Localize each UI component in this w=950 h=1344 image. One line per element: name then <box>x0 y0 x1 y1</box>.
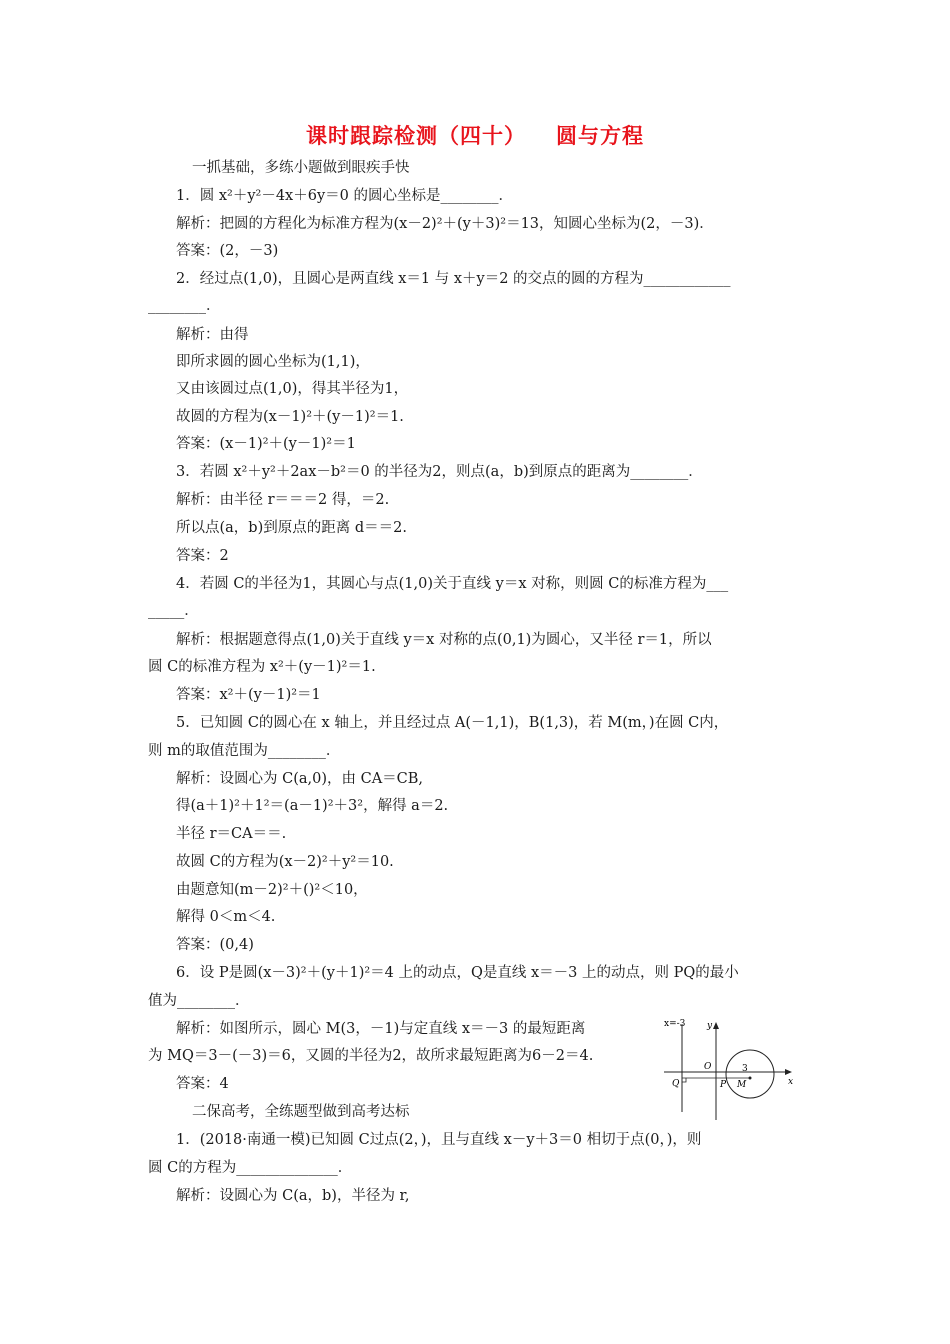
q1-answer: 答案：(2，－3) <box>176 243 279 259</box>
q1-analysis: 解析：把圆的方程化为标准方程为(x－2)²＋(y＋3)²＝13，知圆心坐标为(2，－3)． <box>176 216 714 232</box>
q5-analysis-6: 解得 0＜m＜4. <box>176 909 276 925</box>
label-p: P <box>720 1080 727 1090</box>
q5-question-cont: 则 m的取值范围为________． <box>148 743 341 759</box>
label-x: x <box>788 1077 794 1087</box>
q3-answer: 答案：2 <box>176 548 229 564</box>
q2-analysis-3: 又由该圆过点(1,0)，得其半径为1， <box>176 381 409 397</box>
title-sub: 圆与方程 <box>556 124 644 148</box>
q5-answer: 答案：(0,4) <box>176 937 254 953</box>
y-axis-arrow <box>713 1022 719 1029</box>
section-heading-basic: 一抓基础，多练小题做到眼疾手快 <box>192 160 410 176</box>
q6-answer: 答案：4 <box>176 1076 229 1092</box>
q5-question: 5．已知圆 C的圆心在 x 轴上，并且经过点 A(－1,1)，B(1,3)，若 M(m，)在圆 C内， <box>176 715 729 731</box>
q6-analysis-cont: 为 MQ＝3－(－3)＝6，又圆的半径为2，故所求最短距离为6－2＝4. <box>148 1048 594 1064</box>
q2-analysis: 解析：由得 <box>176 327 249 343</box>
adv-q1-analysis: 解析：设圆心为 C(a，b)，半径为 r, <box>176 1188 410 1204</box>
q4-question: 4．若圆 C的半径为1，其圆心与点(1,0)关于直线 y＝x 对称，则圆 C的标准方程为___ <box>176 576 729 592</box>
q5-analysis: 解析：设圆心为 C(a,0)，由 CA＝CB, <box>176 771 424 787</box>
label-line: x=-3 <box>664 1019 686 1029</box>
q6-question-cont: 值为________． <box>148 993 250 1009</box>
q6-analysis: 解析：如图所示，圆心 M(3，－1)与定直线 x＝－3 的最短距离 <box>176 1021 586 1037</box>
title-main: 课时跟踪检测（四十） <box>306 124 526 148</box>
q5-analysis-5: 由题意知(m－2)²＋()²＜10， <box>176 882 368 898</box>
q4-analysis-cont: 圆 C的标准方程为 x²＋(y－1)²＝1. <box>148 659 376 675</box>
q5-analysis-2: 得(a＋1)²＋1²＝(a－1)²＋3²，解得 a＝2. <box>176 798 449 814</box>
q1-question: 1．圆 x²＋y²－4x＋6y＝0 的圆心坐标是________． <box>176 188 513 204</box>
label-y: y <box>707 1021 713 1031</box>
q2-question: 2．经过点(1,0)，且圆心是两直线 x＝1 与 x＋y＝2 的交点的圆的方程为____________ <box>176 271 731 287</box>
circle <box>726 1050 774 1098</box>
q4-analysis: 解析：根据题意得点(1,0)关于直线 y＝x 对称的点(0,1)为圆心，又半径 r＝1，所以 <box>176 632 712 648</box>
right-angle-mark <box>682 1078 686 1082</box>
x-axis-arrow <box>785 1069 792 1075</box>
label-m: M <box>737 1080 747 1090</box>
adv-q1-question: 1．(2018·南通一模)已知圆 C过点(2，)，且与直线 x－y＋3＝0 相切于点(0，)，则 <box>176 1132 702 1148</box>
circle-line-figure <box>660 1012 800 1124</box>
q5-analysis-4: 故圆 C的方程为(x－2)²＋y²＝10. <box>176 854 394 870</box>
q4-answer: 答案：x²＋(y－1)²＝1 <box>176 687 321 703</box>
section-heading-advanced: 二保高考，全练题型做到高考达标 <box>192 1104 410 1120</box>
page-title <box>0 120 950 150</box>
label-q: Q <box>672 1079 680 1089</box>
label-three: 3 <box>742 1064 748 1074</box>
q5-analysis-3: 半径 r＝CA＝＝. <box>176 826 287 842</box>
q2-analysis-2: 即所求圆的圆心坐标为(1,1)， <box>176 354 370 370</box>
q2-analysis-4: 故圆的方程为(x－1)²＋(y－1)²＝1. <box>176 409 404 425</box>
q3-analysis: 解析：由半径 r＝＝＝2 得，＝2. <box>176 492 390 508</box>
q2-answer: 答案：(x－1)²＋(y－1)²＝1 <box>176 436 356 452</box>
q3-question: 3．若圆 x²＋y²＋2ax－b²＝0 的半径为2，则点(a，b)到原点的距离为________． <box>176 464 703 480</box>
q3-analysis-2: 所以点(a，b)到原点的距离 d＝＝2. <box>176 520 407 536</box>
q2-question-cont: ________． <box>148 298 221 314</box>
label-o: O <box>704 1062 712 1072</box>
q4-question-cont: _____． <box>148 603 199 619</box>
center-point <box>749 1077 752 1080</box>
q6-question: 6．设 P是圆(x－3)²＋(y＋1)²＝4 上的动点，Q是直线 x＝－3 上的动点，则 PQ的最小 <box>176 965 739 981</box>
adv-q1-question-cont: 圆 C的方程为______________． <box>148 1160 353 1176</box>
